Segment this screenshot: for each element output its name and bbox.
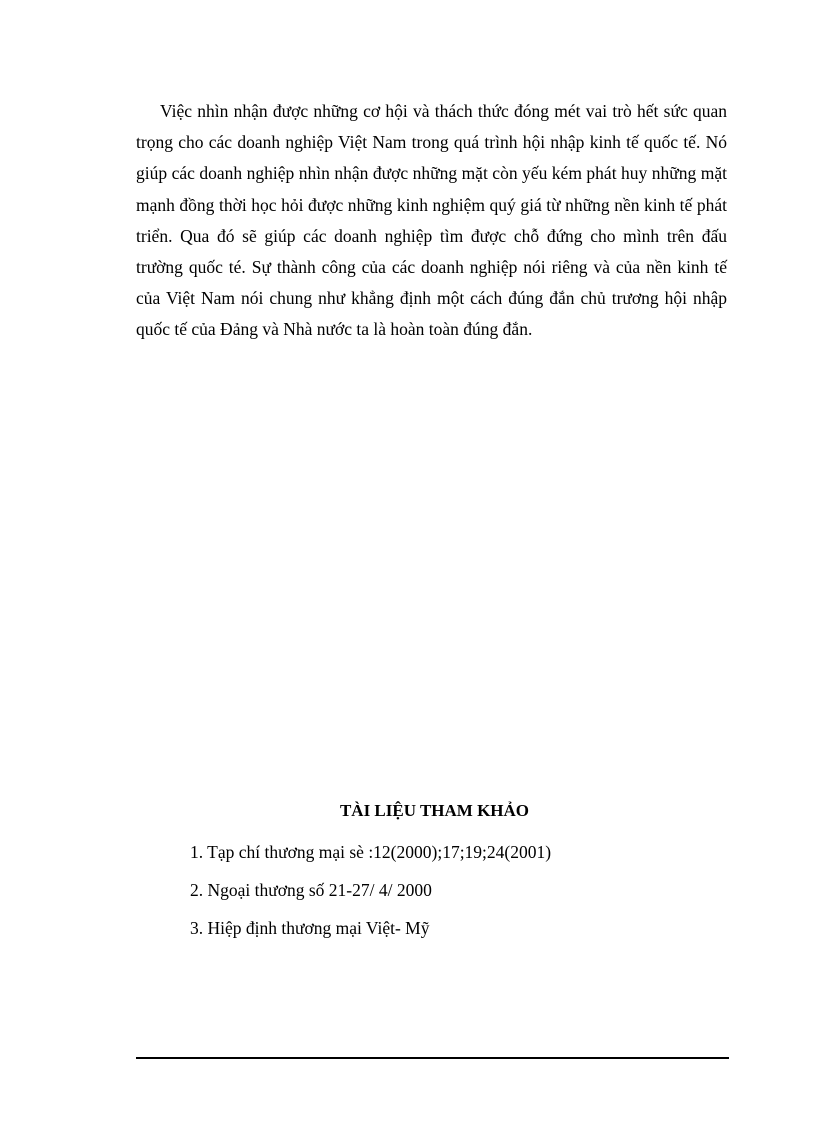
reference-item: 2. Ngoại thương số 21-27/ 4/ 2000: [190, 880, 432, 900]
references-heading: TÀI LIỆU THAM KHẢO: [339, 801, 530, 820]
reference-item: 3. Hiệp định thương mại Việt- Mỹ: [190, 918, 430, 938]
reference-item: 1. Tạp chí thương mại sè :12(2000);17;19;24(2001): [190, 842, 552, 862]
body-paragraph: Việc nhìn nhận được những cơ hội và thách thức đóng mét vai trò hết sức quan trọng cho các doanh nghiệp Việt Nam trong quá trình hội nhập kinh tế quốc tế. Nó giúp các doanh nghiệp nhìn nhận được những mặt còn yếu kém phát huy những mặt mạnh đồng thời học hỏi được những kinh nghiệm quý giá từ những nền kinh tế phát triển. Qua đó sẽ giúp các doanh nghiệp tìm được chỗ đứng cho mình trên đấu trường quốc té. Sự thành công của các doanh nghiệp nói riêng và của nền kinh tế của Việt Nam nói chung như khẳng định một cách đúng đắn chủ trương hội nhập quốc tế của Đảng và Nhà nước ta là hoàn toàn đúng đắn.: [136, 101, 727, 340]
footer-divider: [136, 1057, 729, 1059]
references-list: [190, 838, 730, 952]
